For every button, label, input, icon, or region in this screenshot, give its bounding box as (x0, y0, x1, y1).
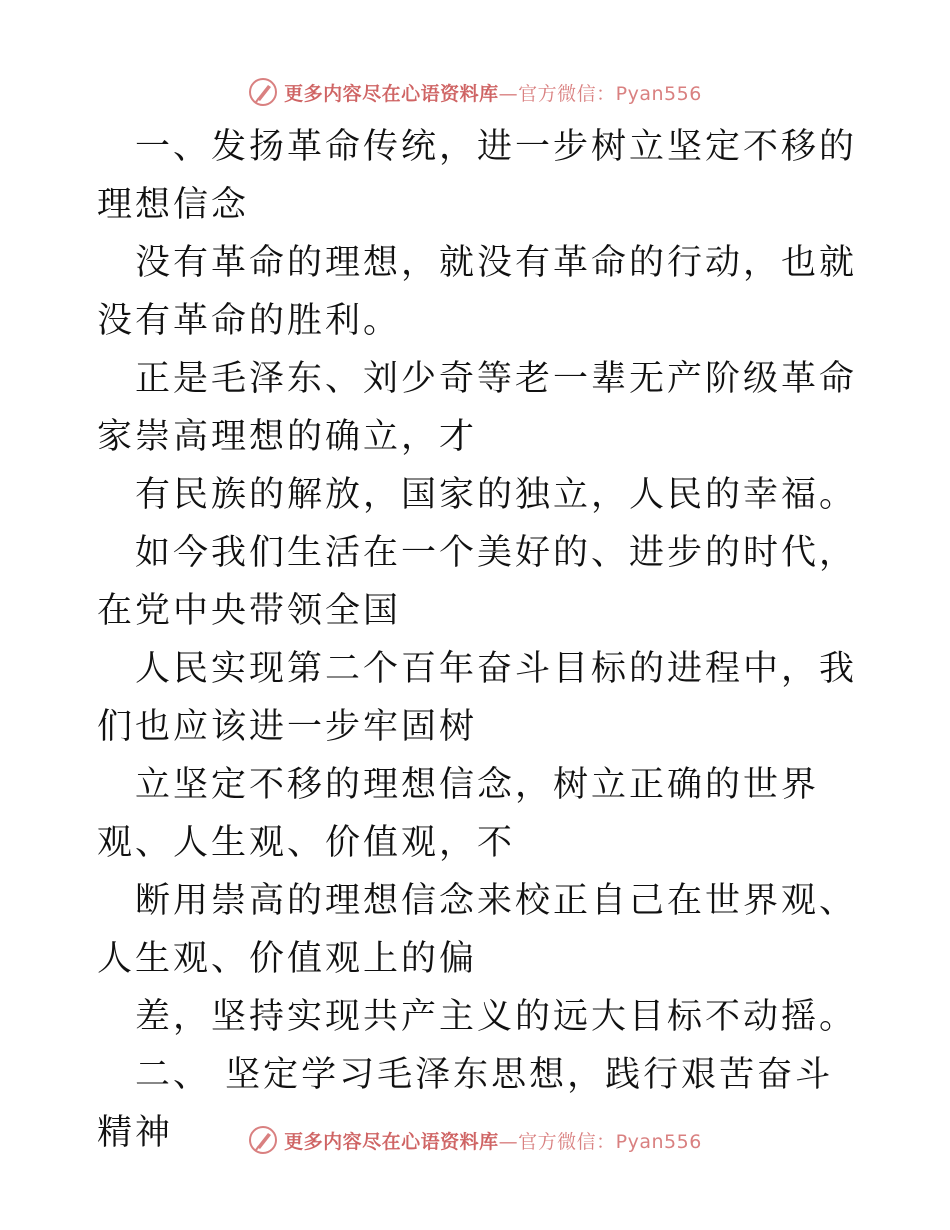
section-heading: 二、 坚定学习毛泽东思想，践行艰苦奋斗精神 (97, 1055, 834, 1153)
quill-pen-logo-icon (248, 77, 278, 107)
watermark-brand: 更多内容尽在心语资料库 (284, 82, 499, 105)
paragraph: 立坚定不移的理想信念，树立正确的世界观、人生观、价值观，不 (97, 765, 820, 863)
paragraph: 正是毛泽东、刘少奇等老一辈无产阶级革命家崇高理想的确立，才 (97, 359, 858, 457)
document-body (97, 118, 857, 1162)
paragraph: 有民族的解放，国家的独立，人民的幸福。 (135, 475, 858, 515)
header-watermark (0, 72, 950, 112)
watermark-contact: —官方微信：Pyan556 (498, 82, 702, 105)
watermark-text (284, 79, 702, 106)
paragraph: 差，坚持实现共产主义的远大目标不动摇。 (135, 997, 858, 1037)
paragraph: 断用崇高的理想信念来校正自己在世界观、人生观、价值观上的偏 (97, 881, 858, 979)
watermark-contact: —官方微信：Pyan556 (498, 1130, 702, 1153)
paragraph: 没有革命的理想，就没有革命的行动，也就没有革命的胜利。 (97, 243, 858, 341)
footer-watermark (0, 1120, 950, 1160)
paragraph: 人民实现第二个百年奋斗目标的进程中，我们也应该进一步牢固树 (97, 649, 858, 747)
paragraph: 如今我们生活在一个美好的、进步的时代，在党中央带领全国 (97, 533, 858, 631)
paragraph: 一、发扬革命传统，进一步树立坚定不移的理想信念 (97, 127, 858, 225)
quill-pen-logo-icon (248, 1125, 278, 1155)
watermark-text (284, 1127, 702, 1154)
watermark-brand: 更多内容尽在心语资料库 (284, 1130, 499, 1153)
